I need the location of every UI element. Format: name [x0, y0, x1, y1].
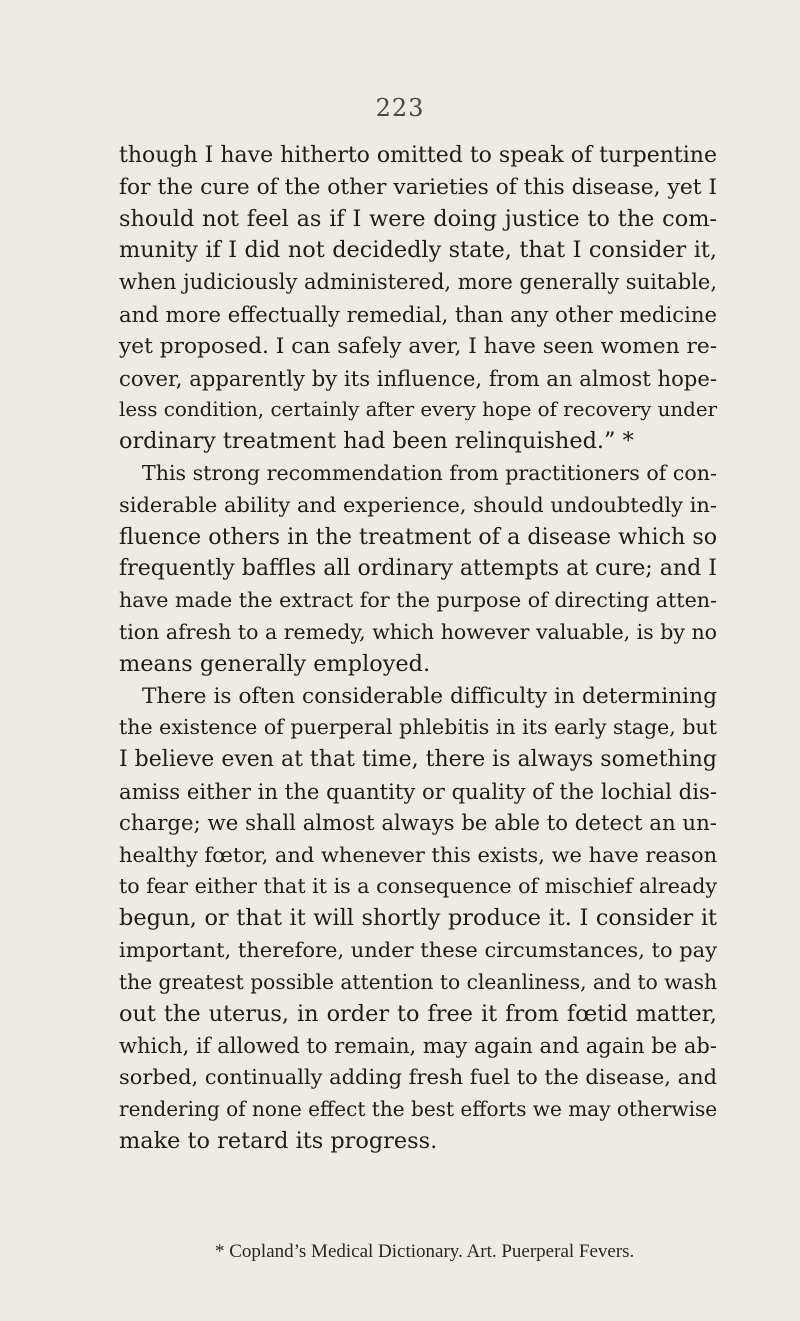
- page-number: 223: [375, 94, 425, 122]
- text-line: important, therefore, under these circumstances, to pay: [119, 937, 718, 962]
- text-line: less condition, certainly after every hope of recovery under: [119, 398, 718, 422]
- text-line: for the cure of the other varieties of this disease, yet I: [119, 174, 717, 200]
- text-line: and more effectually remedial, than any other medicine: [119, 301, 717, 327]
- text-line: healthy fœtor, and whenever this exists, we have reason: [119, 842, 718, 867]
- text-line: ordinary treatment had been relinquished.” *: [119, 428, 634, 455]
- text-line: out the uterus, in order to free it from fœtid matter,: [119, 1000, 717, 1027]
- text-line: amiss either in the quantity or quality of the lochial dis-: [119, 778, 717, 804]
- text-line: means generally employed.: [119, 650, 431, 677]
- text-line: when judiciously administered, more generally suitable,: [119, 270, 718, 295]
- text-line: rendering of none effect the best efforts we may otherwise: [119, 1096, 718, 1121]
- text-line: charge; we shall almost always be able to detect an un-: [119, 810, 717, 836]
- text-line: though I have hitherto omitted to speak of turpentine: [119, 143, 717, 168]
- text-line: munity if I did not decidedly state, that I consider it,: [119, 237, 717, 264]
- text-line: the existence of puerperal phlebitis in its early stage, but: [119, 715, 717, 740]
- paragraph-start-line: There is often considerable difficulty in determining: [142, 683, 717, 709]
- text-line: cover, apparently by its influence, from an almost hope-: [119, 365, 717, 391]
- text-line: sorbed, continually adding fresh fuel to the disease, and: [119, 1065, 717, 1090]
- text-line: begun, or that it will shortly produce it. I consider it: [119, 905, 717, 932]
- paragraph-start-line: This strong recommendation from practitioners of con-: [142, 460, 717, 485]
- text-line: yet proposed. I can safely aver, I have seen women re-: [119, 333, 718, 359]
- text-line: the greatest possible attention to cleanliness, and to wash: [119, 969, 717, 994]
- text-line: make to retard its progress.: [119, 1127, 438, 1154]
- text-line: I believe even at that time, there is always something: [119, 747, 718, 773]
- text-line: fluence others in the treatment of a disease which so: [119, 523, 718, 550]
- text-line: should not feel as if I were doing justice to the com-: [119, 205, 717, 232]
- body-text: [119, 140, 717, 1158]
- footnote: * Copland’s Medical Dictionary. Art. Puerperal Fevers.: [215, 1241, 635, 1262]
- text-line: have made the extract for the purpose of directing atten-: [119, 588, 717, 613]
- text-line: to fear either that it is a consequence of mischief already: [119, 874, 717, 899]
- text-line: frequently baffles all ordinary attempts at cure; and I: [119, 556, 717, 582]
- text-line: siderable ability and experience, should undoubtedly in-: [119, 492, 717, 517]
- text-line: which, if allowed to remain, may again and again be ab-: [119, 1033, 717, 1059]
- text-line: tion afresh to a remedy, which however valuable, is by no: [119, 619, 717, 644]
